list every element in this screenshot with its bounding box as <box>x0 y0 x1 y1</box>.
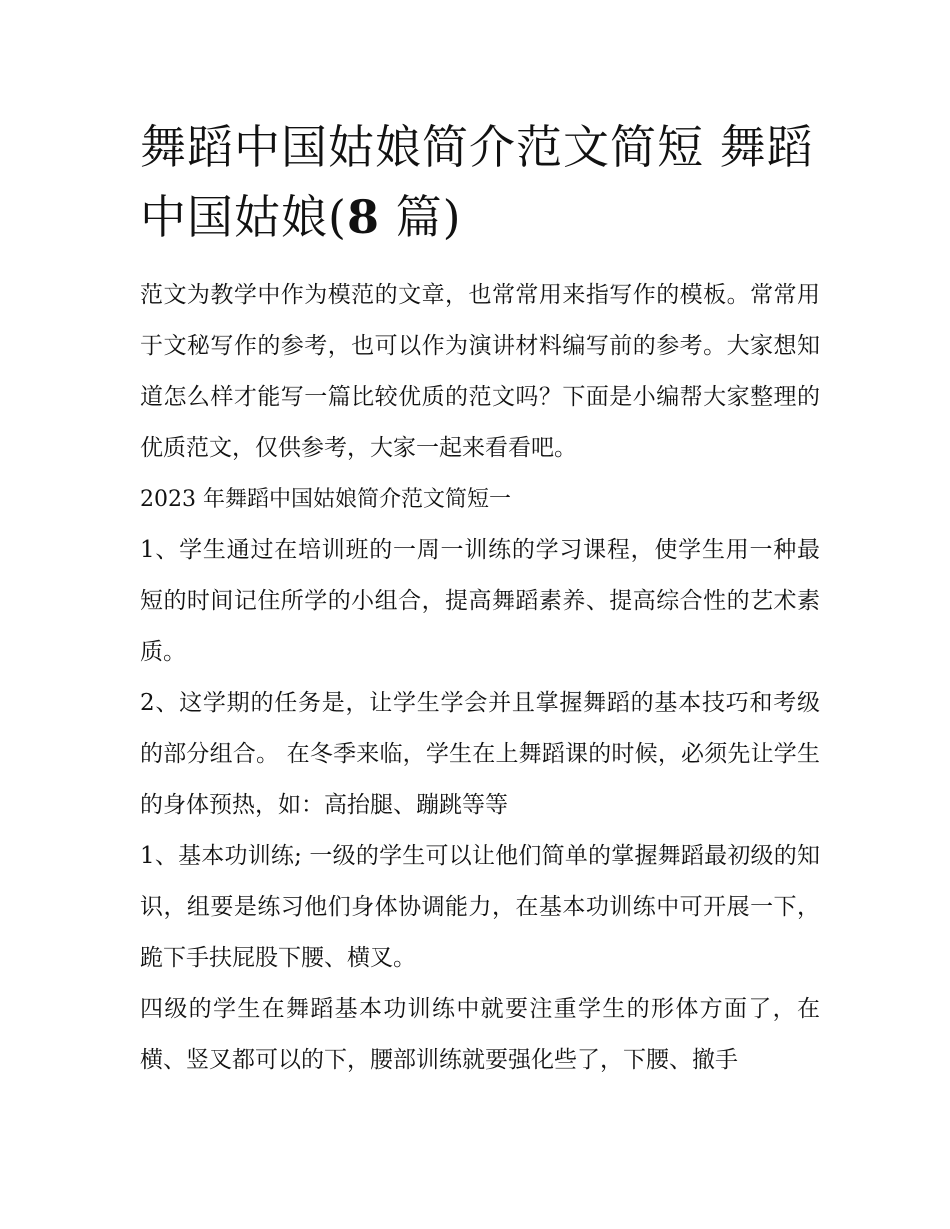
intro-paragraph: 范文为教学中作为模范的文章，也常常用来指写作的模板。常常用于文秘写作的参考，也可以作为演讲材料编写前的参考。大家想知道怎么样才能写一篇比较优质的范文吗？下面是小编帮大家整理的优质范文，仅供参考，大家一起来看看吧。 <box>140 282 820 461</box>
document-body <box>140 112 820 1086</box>
document-title <box>140 112 820 252</box>
body-paragraph: 2、这学期的任务是，让学生学会并且掌握舞蹈的基本技巧和考级的部分组合。 在冬季来临，学生在上舞蹈课的时候，必须先让学生的身体预热，如：高抬腿、蹦跳等等 <box>140 690 820 818</box>
title-suffix: 篇) <box>379 190 462 244</box>
body-paragraph: 1、基本功训练; 一级的学生可以让他们简单的掌握舞蹈最初级的知识，组要是练习他们身体协调能力，在基本功训练中可开展一下，跪下手扶屁股下腰、横叉。 <box>140 843 820 971</box>
body-paragraph: 1、学生通过在培训班的一周一训练的学习课程，使学生用一种最短的时间记住所学的小组合，提高舞蹈素养、提高综合性的艺术素质。 <box>140 537 820 665</box>
section-heading: 2023 年舞蹈中国姑娘简介范文简短一 <box>140 487 511 512</box>
body-paragraph: 四级的学生在舞蹈基本功训练中就要注重学生的形体方面了，在横、竖叉都可以的下，腰部训练就要强化些了，下腰、撤手 <box>140 996 820 1073</box>
title-text: 舞蹈中国姑娘简介范文简短 舞蹈 中国姑娘( <box>140 120 814 244</box>
title-count: 8 <box>346 190 380 244</box>
